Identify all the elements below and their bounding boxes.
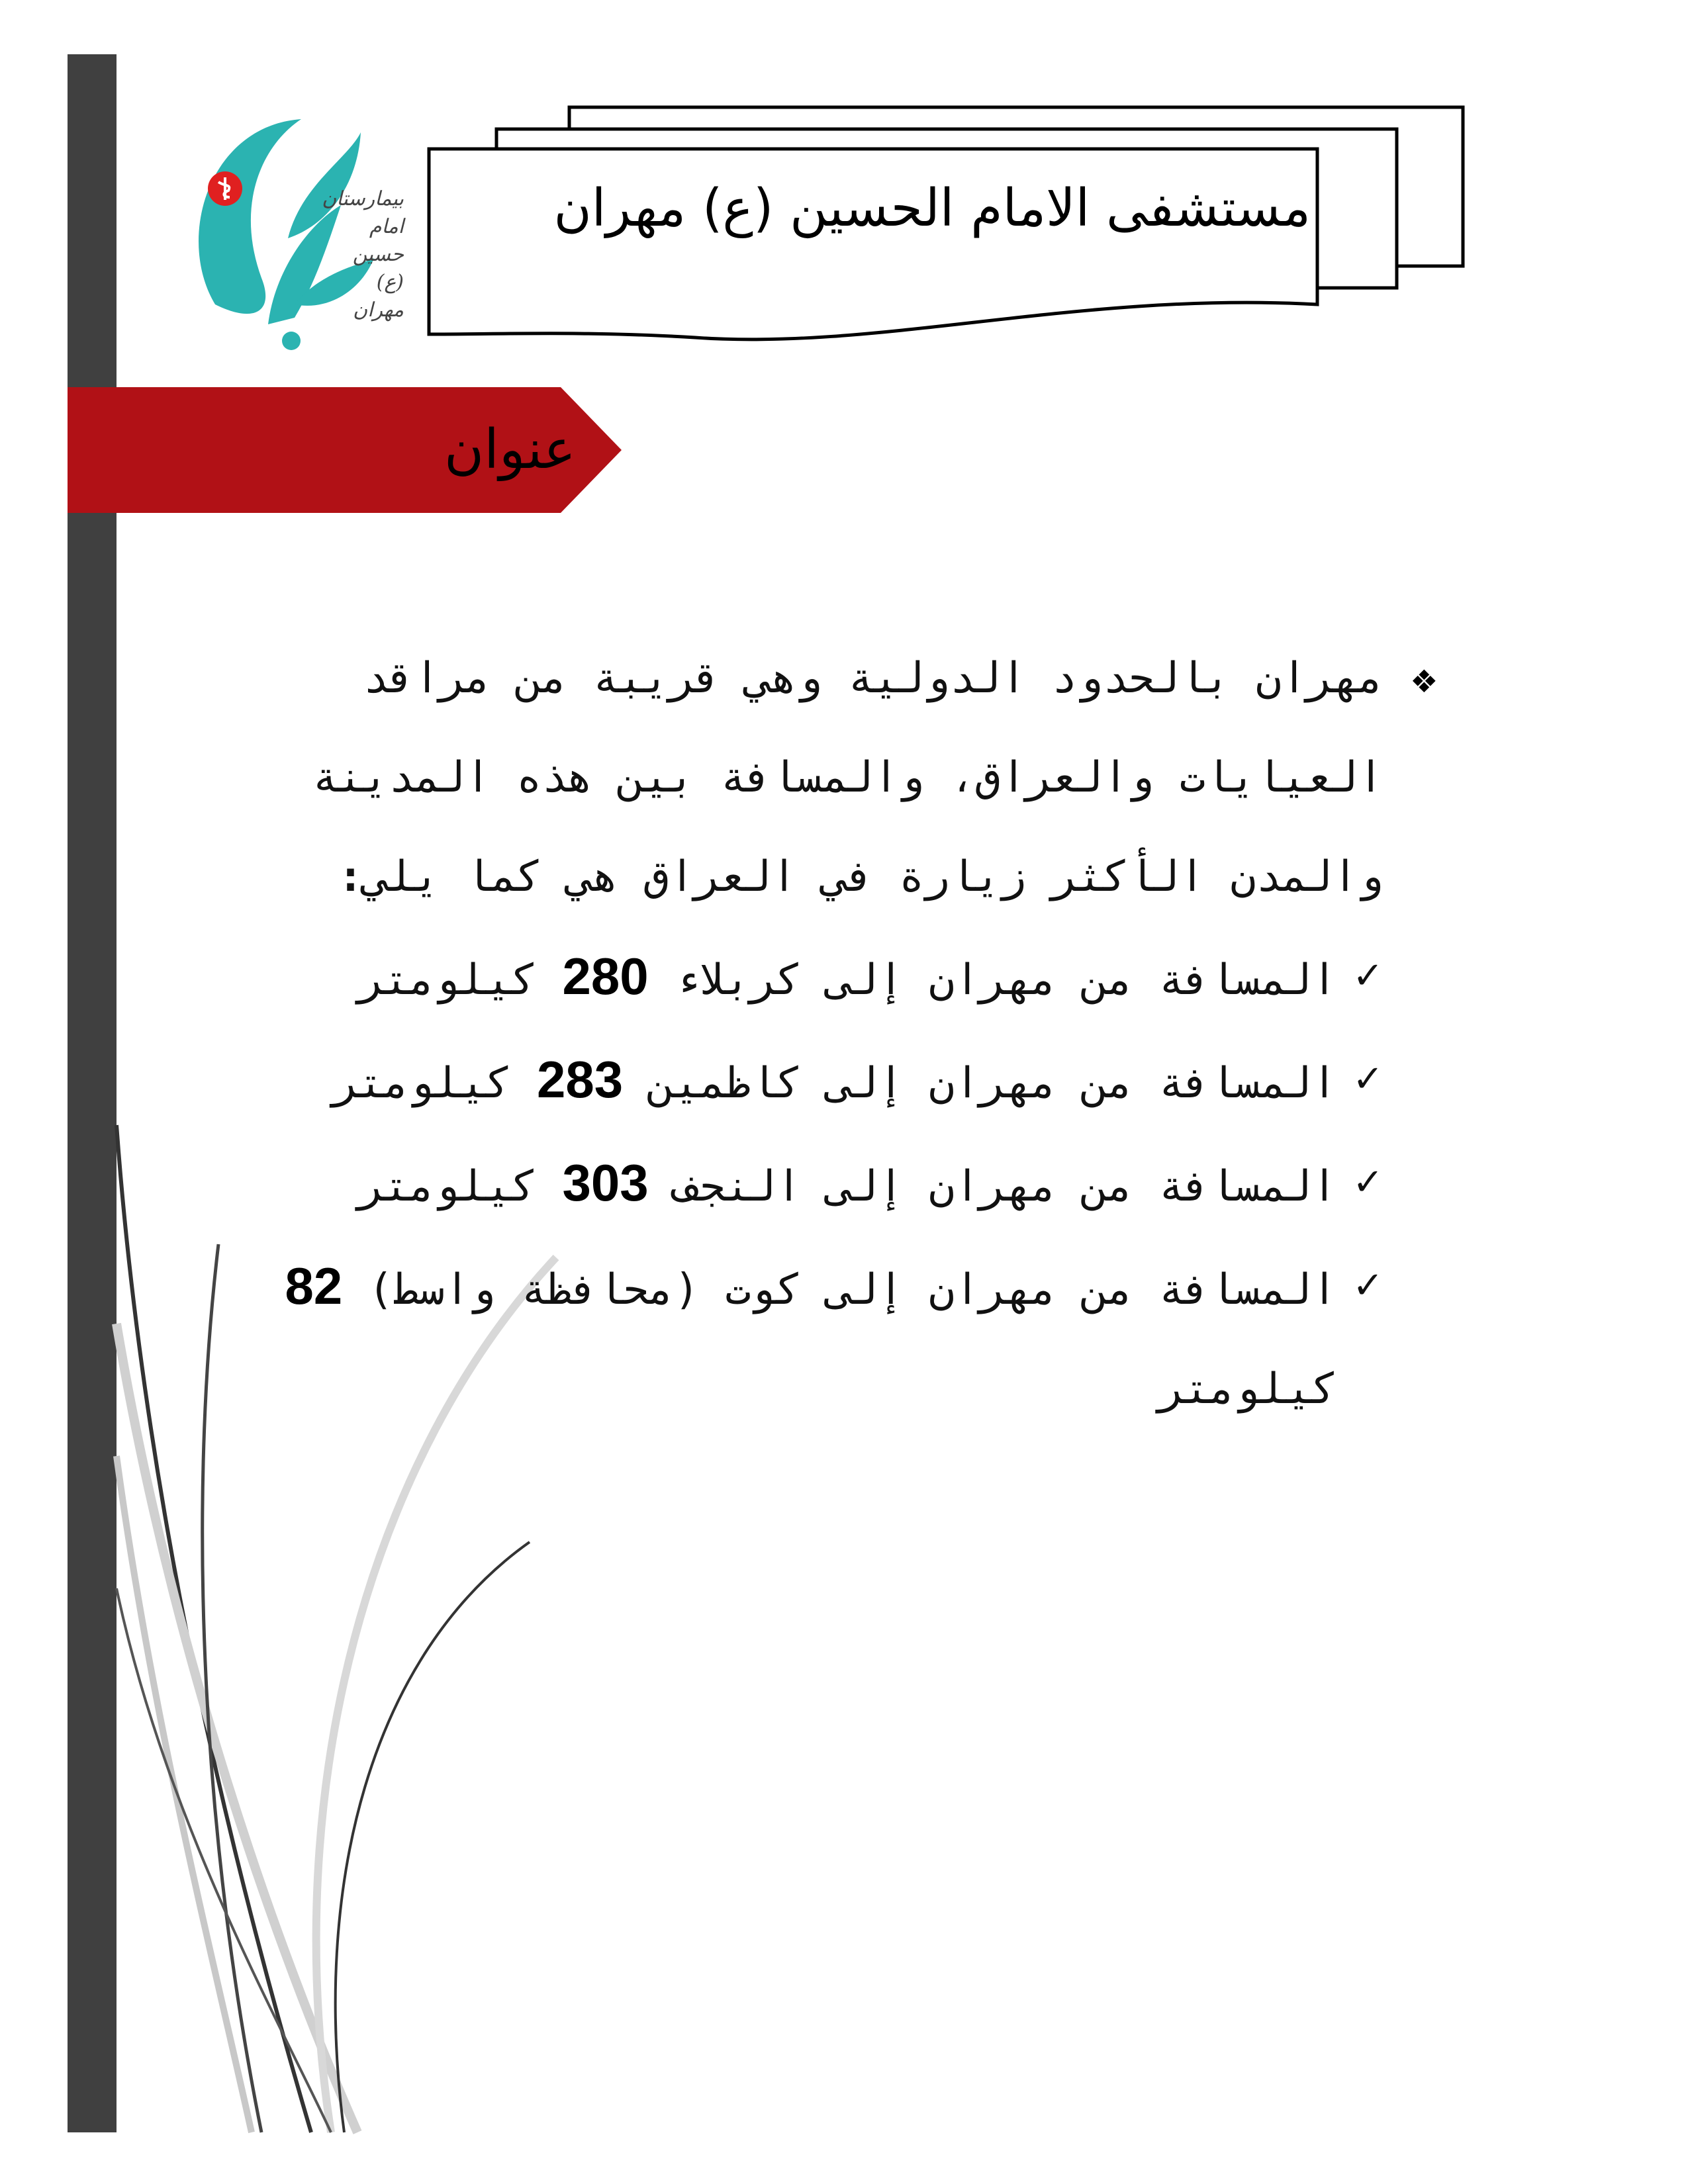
content-body bbox=[252, 629, 1436, 1439]
list-item bbox=[252, 1030, 1436, 1133]
distance-list bbox=[252, 927, 1436, 1439]
item-text: المسافة من مهران إلى كاظمين bbox=[648, 1059, 1337, 1108]
item-unit: كيلومتر bbox=[358, 956, 537, 1005]
checkmark-icon: ✓ bbox=[1352, 1058, 1383, 1101]
logo-text-line: بیمارستان bbox=[322, 187, 404, 210]
item-number: 283 bbox=[536, 1050, 624, 1109]
item-number: 303 bbox=[562, 1154, 649, 1212]
checkmark-icon: ✓ bbox=[1352, 954, 1383, 997]
list-item bbox=[252, 927, 1436, 1030]
intro-colon: : bbox=[338, 852, 363, 901]
item-number: 82 bbox=[285, 1257, 343, 1315]
list-item bbox=[252, 1236, 1436, 1439]
item-text: المسافة من مهران إلى النجف bbox=[674, 1162, 1337, 1211]
intro-text: مهران بالحدود الدولية وهي قريبة من مراقد العيايات والعراق، والمسافة بين هذه المدينة والمدن الأكثر زيارة في العراق هي كما يلي bbox=[312, 654, 1383, 901]
checkmark-icon: ✓ bbox=[1352, 1264, 1383, 1307]
diamond-bullet-icon: ❖ bbox=[1411, 654, 1436, 702]
intro-paragraph bbox=[252, 629, 1436, 927]
section-title: عنوان bbox=[444, 418, 576, 481]
logo-text bbox=[322, 185, 404, 324]
logo-text-line: مهران bbox=[353, 298, 404, 322]
logo-text-line: امام حسین (ع) bbox=[352, 215, 404, 294]
hospital-name: مستشفى الامام الحسين (ع) مهران bbox=[553, 179, 1311, 238]
list-item bbox=[252, 1133, 1436, 1236]
item-text: المسافة من مهران إلى كربلاء bbox=[674, 956, 1337, 1005]
item-unit: كيلومتر bbox=[332, 1059, 512, 1108]
item-number: 280 bbox=[562, 947, 649, 1005]
item-unit: كيلومتر bbox=[358, 1162, 537, 1211]
item-unit: كيلومتر bbox=[1158, 1365, 1337, 1414]
item-text: المسافة من مهران إلى كوت (محافظة واسط) bbox=[367, 1265, 1337, 1314]
checkmark-icon: ✓ bbox=[1352, 1161, 1383, 1204]
